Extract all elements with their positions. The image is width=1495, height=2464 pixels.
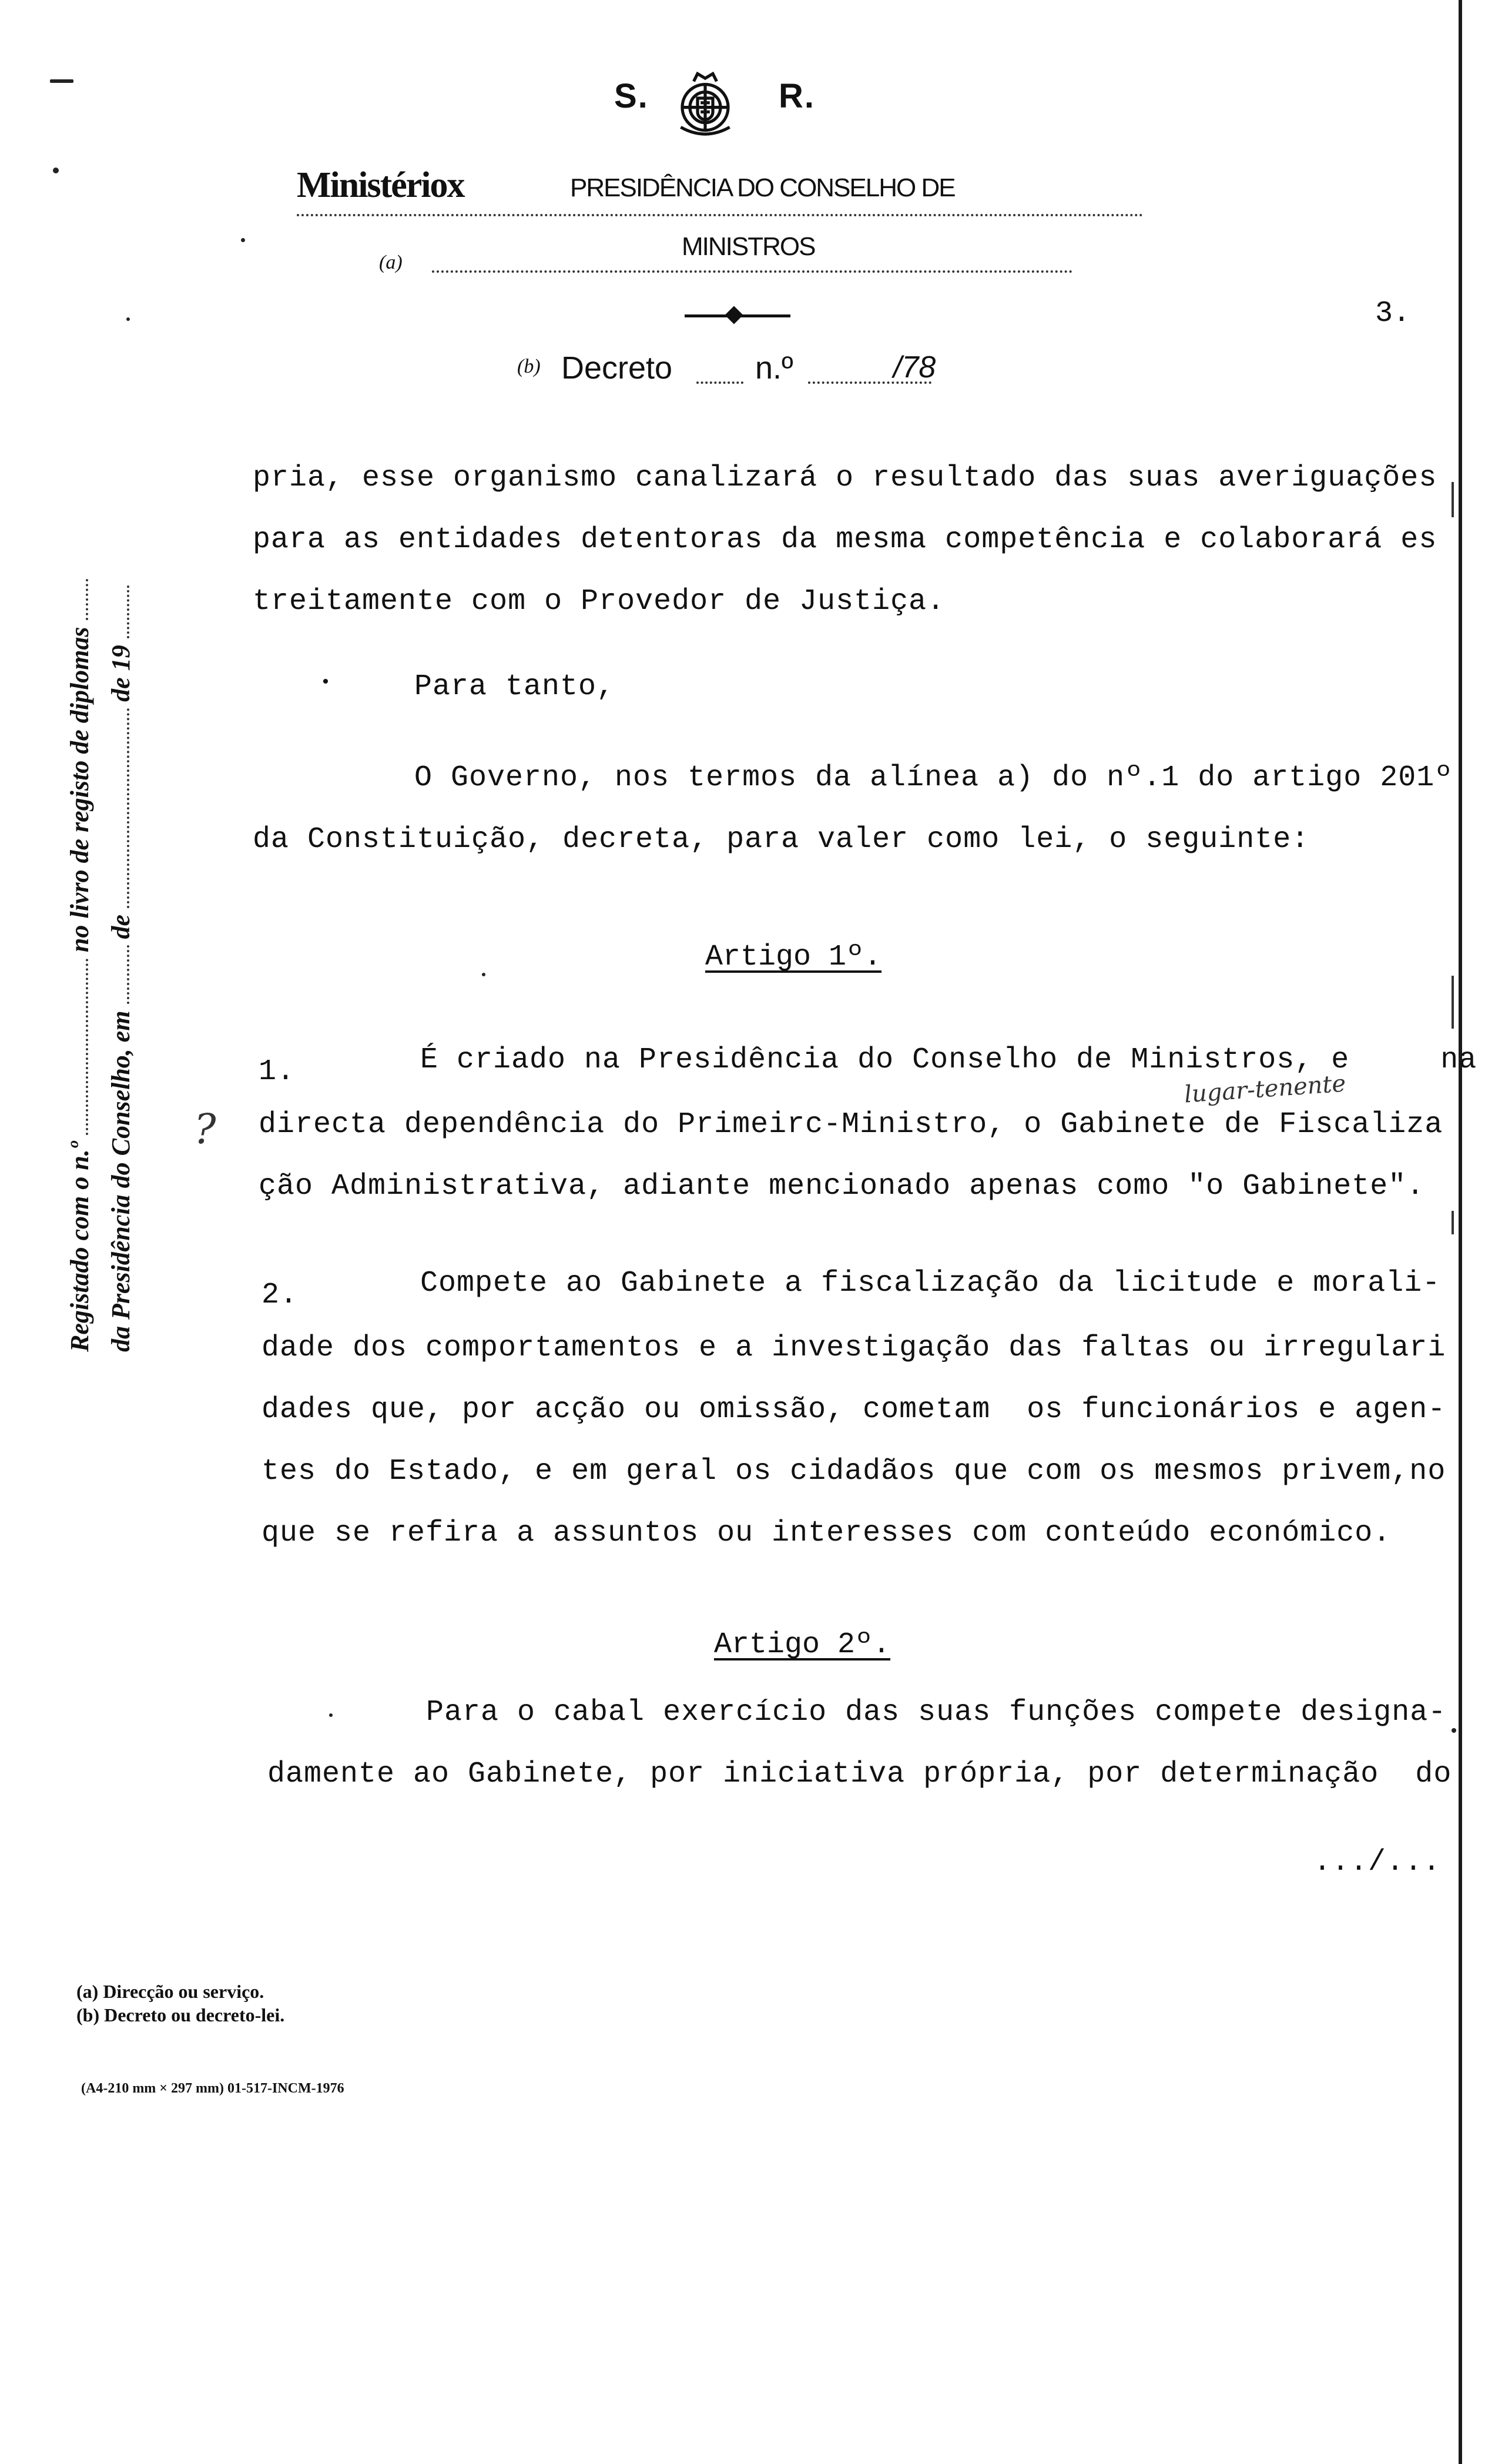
ink-speck bbox=[241, 238, 245, 242]
ink-speck bbox=[482, 973, 485, 976]
article-1-title: Artigo 1º. bbox=[705, 940, 882, 974]
ink-speck bbox=[53, 168, 59, 173]
ink-speck bbox=[1452, 1728, 1456, 1733]
body-line: tes do Estado, e em geral os cidadãos que com os mesmos privem,no bbox=[262, 1455, 1446, 1488]
edge-mark bbox=[1452, 1211, 1454, 1234]
header-r-letter: R. bbox=[779, 77, 815, 115]
margin-mark: ? bbox=[194, 1105, 216, 1153]
stamp-text: de 19 bbox=[106, 645, 135, 702]
body-line: É criado na Presidência do Conselho de Ministros, e na bbox=[420, 1043, 1477, 1077]
marker-a: (a) bbox=[379, 252, 403, 273]
article-2-title: Artigo 2º. bbox=[714, 1628, 891, 1662]
body-line: ção Administrativa, adiante mencionado apenas como "o Gabinete". bbox=[259, 1170, 1425, 1203]
edge-mark bbox=[1452, 976, 1454, 1029]
form-code: (A4-210 mm × 297 mm) 01-517-INCM-1976 bbox=[81, 2081, 344, 2096]
item-number: 2. bbox=[262, 1278, 299, 1312]
ink-speck bbox=[50, 79, 73, 83]
edge-mark bbox=[1452, 482, 1454, 517]
ministry-name-line2: MINISTROS bbox=[682, 232, 815, 261]
stamp-dotted-line bbox=[109, 945, 129, 1004]
footnote-b: (b) Decreto ou decreto-lei. bbox=[76, 2004, 285, 2026]
marker-b: (b) bbox=[517, 356, 541, 377]
body-line: para as entidades detentoras da mesma competência e colaborará es bbox=[253, 523, 1437, 557]
footnote-a: (a) Direcção ou serviço. bbox=[76, 1981, 264, 2002]
handwritten-annotation: lugar-tenente bbox=[1183, 1070, 1347, 1109]
decree-number: /78 bbox=[893, 350, 936, 384]
header-s-letter: S. bbox=[614, 77, 649, 115]
body-line: Para tanto, bbox=[414, 670, 615, 704]
body-line: que se refira a assuntos ou interesses com conteúdo económico. bbox=[262, 1516, 1392, 1550]
ink-speck bbox=[126, 317, 130, 321]
page-number: 3. bbox=[1375, 297, 1411, 330]
body-line: directa dependência do Primeirc-Ministro, o Gabinete de Fiscaliza bbox=[259, 1108, 1443, 1141]
stamp-dotted-line bbox=[68, 959, 88, 1135]
page-edge-rule bbox=[1459, 0, 1462, 2464]
body-line: damente ao Gabinete, por iniciativa própria, por determinação do bbox=[267, 1757, 1452, 1791]
decree-label: Decreto bbox=[561, 350, 673, 386]
stamp-text: Registado com o n.º bbox=[65, 1141, 94, 1352]
body-line: da Constituição, decreta, para valer como lei, o seguinte: bbox=[253, 823, 1310, 856]
body-line: dade dos comportamentos e a investigação das faltas ou irregulari bbox=[262, 1331, 1446, 1365]
stamp-dotted-line bbox=[68, 579, 88, 620]
body-line: Compete ao Gabinete a fiscalização da licitude e morali- bbox=[420, 1267, 1441, 1300]
body-line: pria, esse organismo canalizará o resultado das suas averiguações bbox=[253, 461, 1437, 495]
stamp-dotted-line bbox=[109, 585, 129, 638]
continuation-mark: .../... bbox=[1313, 1846, 1442, 1879]
stamp-dotted-line bbox=[109, 708, 129, 908]
bullet-mark: • bbox=[320, 673, 332, 693]
stamp-text: da Presidência do Conselho, em bbox=[106, 1010, 135, 1352]
ink-speck bbox=[329, 1713, 333, 1717]
ministerio-label: Ministériox bbox=[297, 165, 464, 205]
ministry-name-line1: PRESIDÊNCIA DO CONSELHO DE bbox=[570, 173, 955, 202]
body-line: treitamente com o Provedor de Justiça. bbox=[253, 585, 946, 618]
number-label: n.º bbox=[755, 350, 793, 386]
decree-dotted-line bbox=[696, 379, 743, 384]
stamp-text: no livro de registo de diplomas bbox=[65, 627, 94, 953]
item-number: 1. bbox=[259, 1055, 296, 1089]
stamp-text: de bbox=[106, 914, 135, 939]
body-line: O Governo, nos termos da alínea a) do nº.1 do artigo 201º bbox=[414, 761, 1453, 795]
body-line: Para o cabal exercício das suas funções compete designa- bbox=[426, 1696, 1447, 1729]
registration-stamp bbox=[65, 529, 153, 1352]
coat-of-arms-icon bbox=[667, 68, 743, 144]
body-line: dades que, por acção ou omissão, cometam os funcionários e agen- bbox=[262, 1393, 1446, 1427]
divider-diamond bbox=[725, 306, 743, 324]
